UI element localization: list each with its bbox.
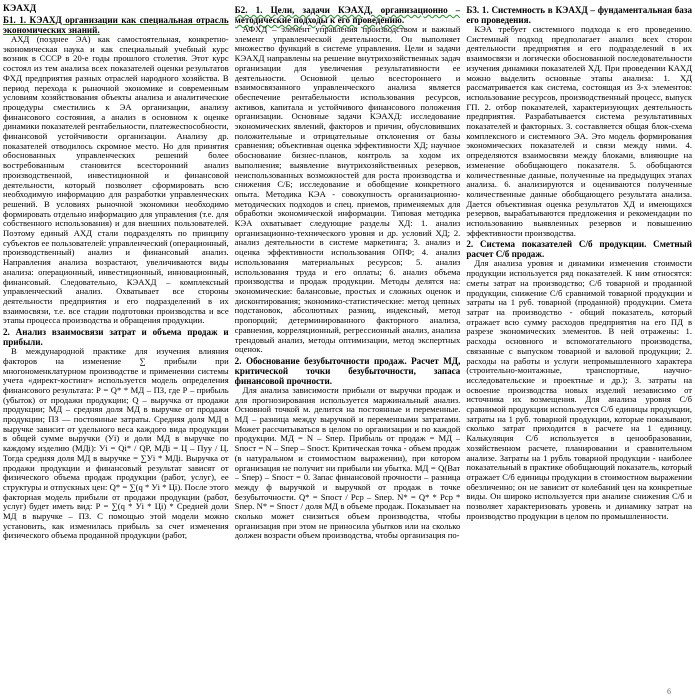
ticket-1-question-1-heading: Б1. 1. КЭАХД организации как специальная отрасль экономических знаний. [3, 15, 229, 35]
column-3 [466, 4, 692, 694]
doc-title: КЭАХД [3, 4, 37, 14]
ticket-1-question-2-text: В международной практике для изучения влияния факторов на изменение ∑ прибыли при многономенклатурном производстве и применении системы учета «директ-костинг» используется модель определения финансового результата: Р = Q* * МД – ПЗ, где Р – прибыль (убыток) от продажи продукции; Q – выручка от продажи продукции; МД – средняя доля МД в выручке от продажи продукции; ПЗ — постоянные затраты. Средняя доля МД в выручке зависит от удельного веса каждого вида продукции в общей сумме выручки (Уi) и доли МД в выручке по каждому изделию (МДi): Уi = Qi* / QP, МДi = Ц – Пуу / Ц. Тогда средняя доля МД в выручке = ∑Уi * МДi. Выручка от продажи продукции и финансовый результат зависят от физического объема продаж продукции (работ, услуг), ее структуры и отпускных цен: Q* = ∑(q * Уi * Цi). После этого факторная модель прибыли от продажи продукции (работ, услуг) будет иметь вид: Р = ∑(q * Уi * Цi) * Средней доли МД в выручке – ПЗ. С помощью этой модели можно установить, как изменилась прибыль за счет изменения физического объема проданной продукции (работ, [3, 346, 229, 541]
ticket-3-question-2-text: Для анализа уровня и динамики изменения стоимости продукции используется ряд показателей. К ним относятся: сметы затрат на производство; С/б товарной и проданной продукции, снижение С/б сравнимой товарной продукции и затраты на 1 руб. товарной (проданной) продукции. Смета затрат на производство - общий показатель, который отражает всю сумму расходов предприятия на его ПД в разрезе экономических элементов. В ней отражены: 1. расходы основного и вспомогательного производства, связанные с выпуском товарной и валовой продукции; 2. расходы на работы и услуги непромышленного характера (строительно-монтажные, транспортные, научно-исследовательские и проектные и др.); 3. затраты на освоение производства новых изделий независимо от источника их возмещения. Для анализа уровня С/б сравнимой продукции используется С/б единицы продукции, затраты на 1 руб. товарной продукции, которые показывают, сколько затрат приходится в расчете на 1 единицу. Калькуляция С/б используется в ценообразовании, хозяйственном расчете, планировании и сравнительном анализе. Затраты на 1 рубль товарной продукции - наиболее показательный в практике обобщающий показатель, который отражает С/б единицы продукции в стоимостном выражении обезличенно; он не зависит от колебаний цен на конкретные виды. Он широко используется при анализе снижения С/б и позволяет характеризовать уровень и динамику затрат на производство продукции в целом по промышленности. [466, 258, 693, 521]
ticket-1-question-2-heading: 2. Анализ взаимосвязи затрат и объема продаж и прибыли. [3, 327, 229, 348]
ticket-2-question-1-heading: Б2. 1. Цели, задачи КЭАХД, организационно – методические подходы к его проведению. [234, 5, 461, 25]
page-number: 6 [667, 687, 671, 696]
ticket-2-question-2-heading: 2. Обоснование безубыточности продаж. Расчет МД, критической точки безубыточности, запаса финансовой прочности. [234, 355, 461, 386]
ticket-2-question-2-text: Для анализа зависимости прибыли от выручки продаж и для прогнозирования используется маржинальный анализ. Основной точкой м. делится на постоянные и переменные. МД – разница между выручкой и переменными затратами. Может рассчитываться в целом по организации и по каждой продукции. МД = N – Sпер. Прибыль от продаж = МД – Sпост = N – Sпер – Sпост. Критическая точка - объем продаж (в натуральном и стоимостном выражении), при котором организация не получит ни прибыли ни убытка. МД = Q(Ват – Sпер) – Sпост = 0. Запас финансовой прочности – разница между ф выручкой и выручкой от продаж в точке безубыточности. Q* = Sпост / Рср – Sпер. N* = Q* * Рср * Sпер. N* = Sпост / доля МД в объеме продаж. Показывает на сколько может снизиться объем производства, чтобы организация при этом не приносила убытков или на сколько должен возрасти объем производства, чтобы организация по- [234, 384, 461, 541]
ticket-3-question-1-heading: Б3. 1. Системность в КЭАХД – фундаментальная база его проведения. [466, 5, 693, 25]
ticket-2-question-1-text: АФХД – элемент управления производством и важный элемент управленческой деятельности. Он выполняет множество функций в системе управления. Цели и задачи КЭАХД направлены на решение внутрихозяйственных задач организации для увеличения результативности ее деятельности. Основной целью всестороннего и взаимосвязанного управленческого анализа является обеспечение рентабельности использования ресурсов, активов, капитала и устойчивого финансового положения организации. Основные задачи КЭАХД: исследование экономических явлений, факторов и причин, обусловивших положительные и отрицательные отклонения от базы сравнения; объективная оценка эффективности ХД; научное обоснование бизнес-планов, контроль за ходом их выполнения; выявление внутрихозяйственных резервов, неиспользованных возможностей для роста производства и снижения С/Б; исследование и обобщение конкретного опыта. Методика КЭА - совокупность организационно-методических подходов и спец. приемов, применяемых для обработки экономической информации. Типовая методика КЭА охватывает следующие разделы ХД: 1. анализ организационно-технического уровня и др. условий ХД; 2. анализ деятельности в системе маркетинга; 3. анализ и оценка эффективности использования ОПФ; 4. анализ использования материальных ресурсов; 5. анализ использования труда и его оплаты; 6. анализ объема производства и продаж продукции. Методы делятся на: экономические: балансовые, простых и сложных оценок и дисконтирования; экономико-статистические: метод цепных подстановок, абсолютных разниц, индексный, метод пропорций; детерминированного факторного анализа, сравнения, корреляционный, регрессионный анализ, анализа трендовый анализ, методы оптимизации, метод экспертных оценок. [234, 24, 461, 355]
ticket-1-question-1-text: АХД (позднее ЭА) как самостоятельная, конкретно-экономическая наука и как специальный учебный курс возник в СССР в 20-е годы прошлого столетия. Этот курс состоял из тем анализа всех показателей оценки результатов ФХД предприятия разных отраслей народного хозяйства. В период перехода к рыночной экономике и современным условиям хозяйствования объекты анализа и аналитические процедуры сместились к ЭА организации, анализу финансового состояния, а анализ в основном к оценке динамики показателей рентабельности, платежеспособности, финансовой устойчивости организации. Анализу др. показателей отводилось скромное место. Но для принятия обоснованных управленческих решений более востребованным становится всесторонний анализ производственной, инвестиционной и финансовой деятельности, который позволяет сформировать всю необходимую информацию для разработки управленческих решений. В условиях рыночной экономики необходимо формировать отдельно информацию для управления (т.е. для собственного использования) и для внешних пользователей. Поэтому единый АХД стали подразделять по принципу субъектов ее пользователей: управленческий (операционный, производственный) анализ и финансовый анализ. Направления анализа возрастают, увеличиваются виды анализа: операционный, инвестиционный, инновационный, финансовый. Следовательно, КЭАХД – комплексный управленческий анализ. Охватывает все стороны деятельности предприятия и его подразделений в их взаимосвязи, т.е. все стадии подготовки производства и все этапы процесса производства и обращения продукции. [3, 34, 229, 326]
column-2 [235, 4, 461, 694]
column-1 [3, 4, 229, 694]
ticket-3-question-2-heading: 2. Система показателей С/б продукции. Сметный расчет С/б продаж. [466, 239, 693, 260]
ticket-3-question-1-text: КЭА требует системного подхода к его проведению. Системный подход предполагает анализ всех сторон деятельности предприятия и его подразделений в их взаимосвязи и логически обоснованной последовательности изучения динамики показателей ХД. При проведении КАХД можно выделить основные этапы анализа: 1. ХД рассматривается как система, состоящая из 3-х элементов: использование ресурсов, производственный процесс, выпуск ГП. 2. отбор показателей, характеризующих деятельность предприятия. Разрабатывается система результативных показателей и факторных. 3. составляется общая блок-схема комплексного и системного ЭА. Это модель формирования экономических показателей и связи между ними. 4. определяются взаимосвязи между блоками, влияющие на изменение обобщающего показателя. 5. обобщаются количественные данные, полученные на предыдущих этапах анализа. 6. анализируются и оцениваются полученные количественные данные обобщающего результата анализа. Дается объективная оценка результатов ХД и имеющихся резервов, вырабатываются предложения и рекомендации по использованию выявленных резервов и повышению эффективности производства. [466, 24, 693, 238]
